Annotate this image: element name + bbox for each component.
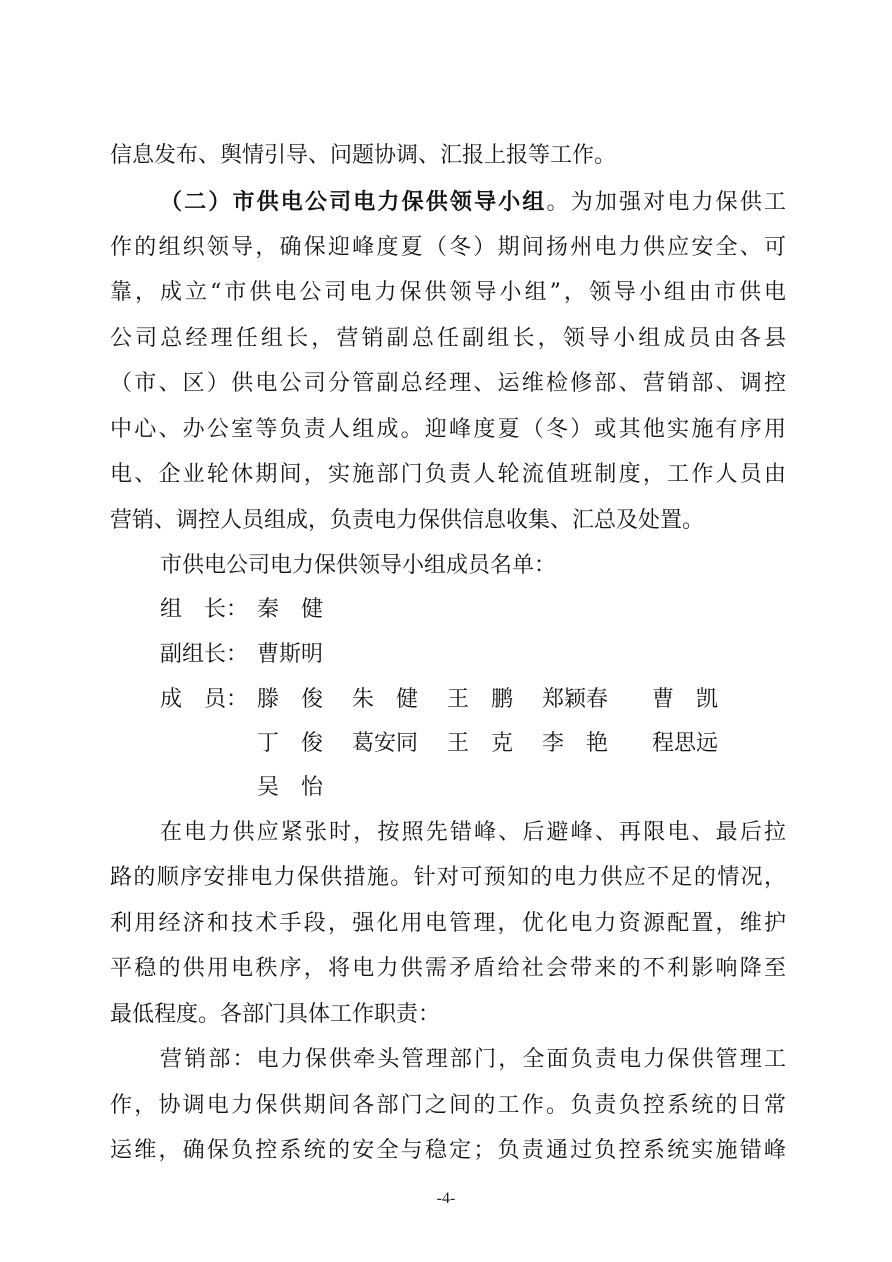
page-number: -4- xyxy=(436,1190,456,1207)
paragraph-1-tail: 信息发布、舆情引导、问题协调、汇报上报等工作。 xyxy=(110,143,617,168)
roster-leader-row xyxy=(160,590,323,630)
section-2-heading: （二）市供电公司电力保供领导小组 xyxy=(160,189,547,215)
roster-members-row-1 xyxy=(160,680,747,720)
members-label: 成 员： xyxy=(160,687,249,712)
section-2-text: 。为加强对电力保供工 xyxy=(546,190,786,215)
roster-members-row-3 xyxy=(257,768,352,808)
section-2-line-7: 电、企业轮休期间，实施部门负责人轮流值班制度，工作人员由 xyxy=(110,462,786,487)
paragraph-3-line-4: 平稳的供用电秩序，将电力供需矛盾给社会带来的不利影响降至 xyxy=(110,956,786,981)
section-2-line-4: 公司总经理任组长，营销副总任副组长，领导小组成员由各县 xyxy=(110,326,786,351)
paragraph-4-line-3: 运维，确保负控系统的安全与稳定；负责通过负控系统实施错峰 xyxy=(110,1138,786,1163)
section-2-line-5: （市、区）供电公司分管副总经理、运维检修部、营销部、调控 xyxy=(110,371,786,396)
member-name: 滕 俊 xyxy=(257,687,324,712)
paragraph-3-line-2: 路的顺序安排电力保供措施。针对可预知的电力供应不足的情况， xyxy=(110,865,786,890)
roster-title: 市供电公司电力保供领导小组成员名单： xyxy=(160,553,557,578)
section-2-line-3: 靠，成立“市供电公司电力保供领导小组”，领导小组由市供电 xyxy=(110,280,786,305)
member-name: 曹 凯 xyxy=(652,687,719,712)
section-2-line-8: 营销、调控人员组成，负责电力保供信息收集、汇总及处置。 xyxy=(110,508,705,533)
member-name: 丁 俊 xyxy=(257,731,324,756)
member-name: 王 鹏 xyxy=(447,687,514,712)
member-name: 郑颖春 xyxy=(542,687,609,712)
member-name: 葛安同 xyxy=(352,731,419,756)
paragraph-3-line-1: 在电力供应紧张时，按照先错峰、后避峰、再限电、最后拉 xyxy=(160,820,786,845)
deputy-label: 副组长： xyxy=(160,642,249,667)
member-name: 李 艳 xyxy=(542,731,609,756)
deputy-name: 曹斯明 xyxy=(257,642,324,667)
member-name: 朱 健 xyxy=(352,687,419,712)
roster-members-row-2 xyxy=(257,724,747,764)
paragraph-4-line-1: 营销部：电力保供牵头管理部门，全面负责电力保供管理工 xyxy=(160,1047,786,1072)
roster-deputy-row xyxy=(160,635,323,675)
paragraph-4-line-2: 作，协调电力保供期间各部门之间的工作。负责负控系统的日常 xyxy=(110,1093,786,1118)
paragraph-3-line-3: 利用经济和技术手段，强化用电管理，优化电力资源配置，维护 xyxy=(110,911,786,936)
leader-name: 秦 健 xyxy=(257,597,324,622)
section-2-line-1 xyxy=(160,182,786,222)
section-2-line-2: 作的组织领导，确保迎峰度夏（冬）期间扬州电力供应安全、可 xyxy=(110,235,786,260)
member-name: 程思远 xyxy=(652,731,719,756)
member-name: 王 克 xyxy=(447,731,514,756)
member-name: 吴 怡 xyxy=(257,775,324,800)
leader-label: 组 长： xyxy=(160,597,249,622)
section-2-line-6: 中心、办公室等负责人组成。迎峰度夏（冬）或其他实施有序用 xyxy=(110,417,786,442)
paragraph-3-line-5: 最低程度。各部门具体工作职责： xyxy=(110,1002,441,1027)
